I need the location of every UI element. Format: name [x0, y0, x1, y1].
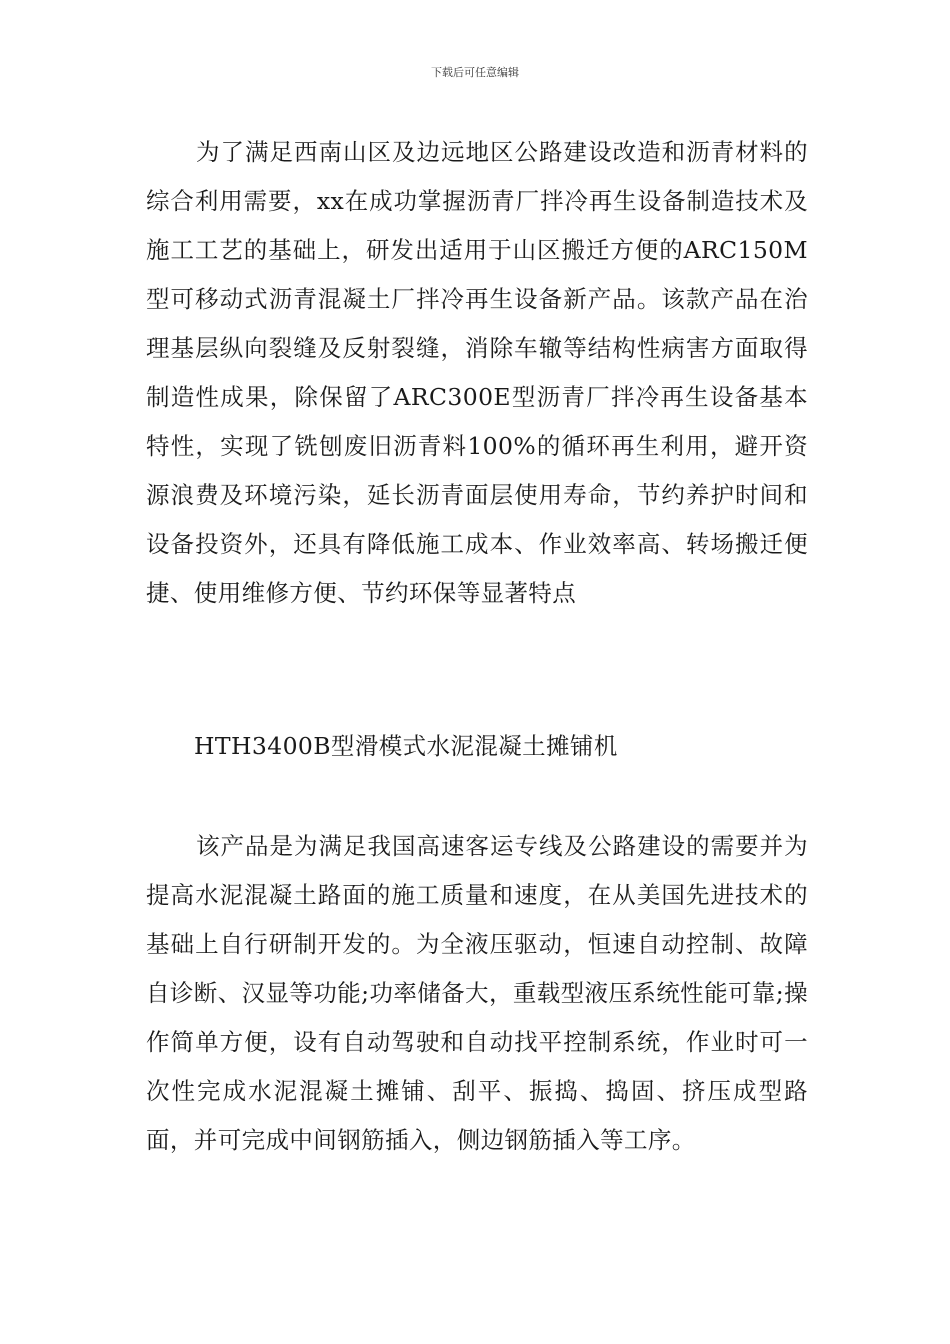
body-paragraph-paver: 该产品是为满足我国高速客运专线及公路建设的需要并为提高水泥混凝土路面的施工质量和速度，在从美国先进技术的基础上自行研制开发的。为全液压驱动，恒速自动控制、故障自诊断、汉显等功能;功率储备大，重载型液压系统性能可靠;操作简单方便，设有自动驾驶和自动找平控制系统，作业时可一次性完成水泥混凝土摊铺、刮平、振捣、捣固、挤压成型路面，并可完成中间钢筋插入，侧边钢筋插入等工序。 — [146, 832, 808, 1154]
page-header-note: 下载后可任意编辑 — [431, 66, 519, 79]
body-paragraph-asphalt-recycling: 为了满足西南山区及边远地区公路建设改造和沥青材料的综合利用需要，xx在成功掌握沥青厂拌冷再生设备制造技术及施工工艺的基础上，研发出适用于山区搬迁方便的ARC150M型可移动式沥青混凝土厂拌冷再生设备新产品。该款产品在治理基层纵向裂缝及反射裂缝，消除车辙等结构性病害方面取得制造性成果，除保留了ARC300E型沥青厂拌冷再生设备基本特性，实现了铣刨废旧沥青料100%的循环再生利用，避开资源浪费及环境污染，延长沥青面层使用寿命，节约养护时间和设备投资外，还具有降低施工成本、作业效率高、转场搬迁便捷、使用维修方便、节约环保等显著特点 — [146, 138, 808, 607]
section-heading-paver: HTH3400B型滑模式水泥混凝土摊铺机 — [194, 732, 618, 760]
